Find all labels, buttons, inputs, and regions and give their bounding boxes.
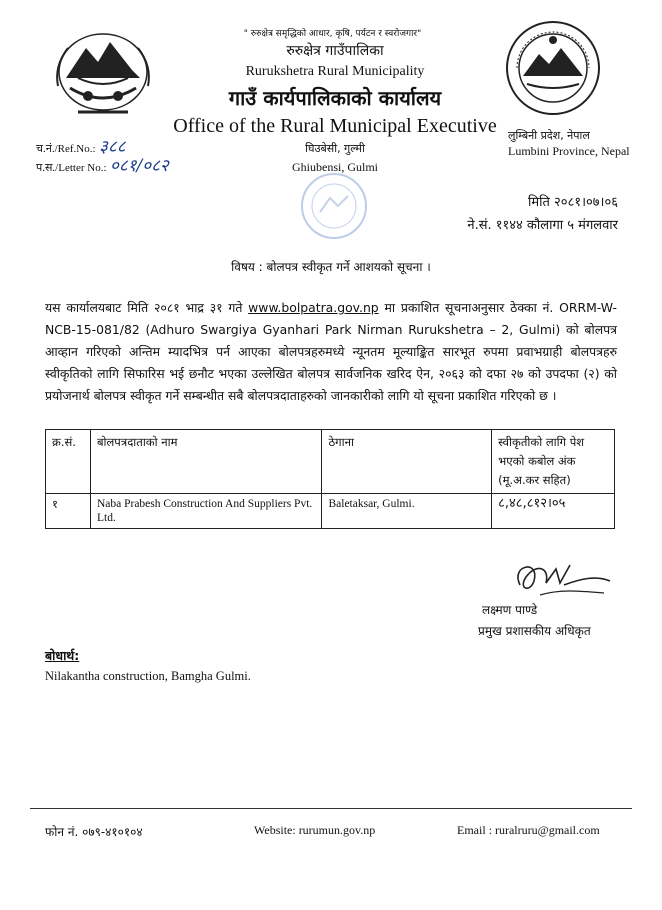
ref-value: ३८८: [99, 137, 126, 157]
nepal-sambat-date: ने.सं. ११४४ कौलागा ५ मंगलवार: [467, 218, 618, 233]
executive-office-nepali: गाउँ कार्यपालिकाको कार्यालय: [228, 86, 442, 110]
notice-body: [45, 297, 617, 407]
subject: विषय : बोलपत्र स्वीकृत गर्ने आशयको सूचना ।: [231, 260, 431, 274]
executive-office-english: Office of the Rural Municipal Executive: [173, 115, 497, 137]
cell-name: Naba Prabesh Construction And Suppliers Pvt. Ltd.: [90, 494, 322, 529]
table-header-row: [46, 430, 615, 494]
signatory-name: लक्ष्मण पाण्डे: [482, 603, 538, 617]
office-stamp-icon: [298, 170, 370, 242]
cell-amount: ८,४८,८१२।०५: [492, 494, 615, 529]
place-english: Ghiubensi, Gulmi: [292, 160, 378, 174]
nepal-emblem-icon: [48, 26, 158, 120]
footer-website[interactable]: Website: rurumun.gov.np: [254, 823, 376, 837]
footer-email[interactable]: Email : ruralruru@gmail.com: [457, 823, 600, 837]
cell-address: Baletaksar, Gulmi.: [322, 494, 492, 529]
motto: " रुरुक्षेत्र समृद्धिको आधार, कृषि, पर्यटन र स्वरोजगार": [243, 29, 422, 39]
bolpatra-link[interactable]: www.bolpatra.gov.np: [248, 300, 379, 315]
column-header-name: बोलपत्रदाताको नाम: [90, 430, 322, 494]
letter-value: ०८१/०८२: [110, 156, 169, 176]
municipality-seal-icon: [503, 18, 603, 118]
office-name-english: Rurukshetra Rural Municipality: [245, 64, 425, 79]
cc-item: Nilakantha construction, Bamgha Gulmi.: [45, 669, 251, 683]
signatory-title: प्रमुख प्रशासकीय अधिकृत: [478, 624, 591, 638]
province-english: Lumbini Province, Nepal: [508, 144, 630, 158]
body-part-2: मा प्रकाशित सूचनाअनुसार ठेक्का नं. ORRM-W-NCB-15-081/82 (Adhuro Swargiya Gyanhari Park Nirman Rurukshetra – 2, Gulmi) को बोलपत्र आव्हान गरिएको अन्तिम म्यादभित्र पर्न आएका बोलपत्रहरुमध्ये न्यूनतम मूल्याङ्कित सारभूत रुपमा प्रवाभग्राही बोलपत्रहरु स्वीकृतिको लागि सिफारिस भई छनौट भएका उल्लेखित बोलपत्र सार्वजनिक खरिद ऐन, २०६३ को दफा २७ को उपदफा (२) को प्रयोजनार्थ बोलपत्र स्वीकृत गर्ने सम्बन्धीत सबै बोलपत्रदाताहरुको जानकारीको लागि यो सूचना प्रकाशित गरिएको छ ।: [45, 300, 617, 403]
column-header-sn: क्र.सं.: [46, 430, 91, 494]
footer-divider: [30, 808, 632, 809]
table-row: [46, 494, 615, 529]
letter-label: प.स./Letter No.:: [36, 162, 107, 174]
province-nepali: लुम्बिनी प्रदेश, नेपाल: [508, 129, 590, 142]
column-header-address: ठेगाना: [322, 430, 492, 494]
letter-number: [36, 153, 169, 176]
date: मिति २०८१।०७।०६: [528, 195, 618, 210]
award-table: [45, 429, 615, 529]
ref-label: च.नं./Ref.No.:: [36, 143, 96, 155]
footer-phone: फोन नं. ०७९-४१०१०४: [45, 825, 143, 839]
cell-sn: १: [46, 494, 91, 529]
column-header-amount: स्वीकृतीको लागि पेश भएको कबोल अंक (मू.अ.कर सहित): [492, 430, 615, 494]
signature-icon: [500, 555, 620, 603]
cc-label: बोधार्थ:: [45, 648, 80, 663]
office-name-nepali: रुरुक्षेत्र गाउँपालिका: [286, 43, 384, 59]
body-part-1: यस कार्यालयबाट मिति २०८१ भाद्र ३१ गते: [45, 300, 249, 315]
place-nepali: घिउबेसी, गुल्मी: [305, 142, 365, 155]
